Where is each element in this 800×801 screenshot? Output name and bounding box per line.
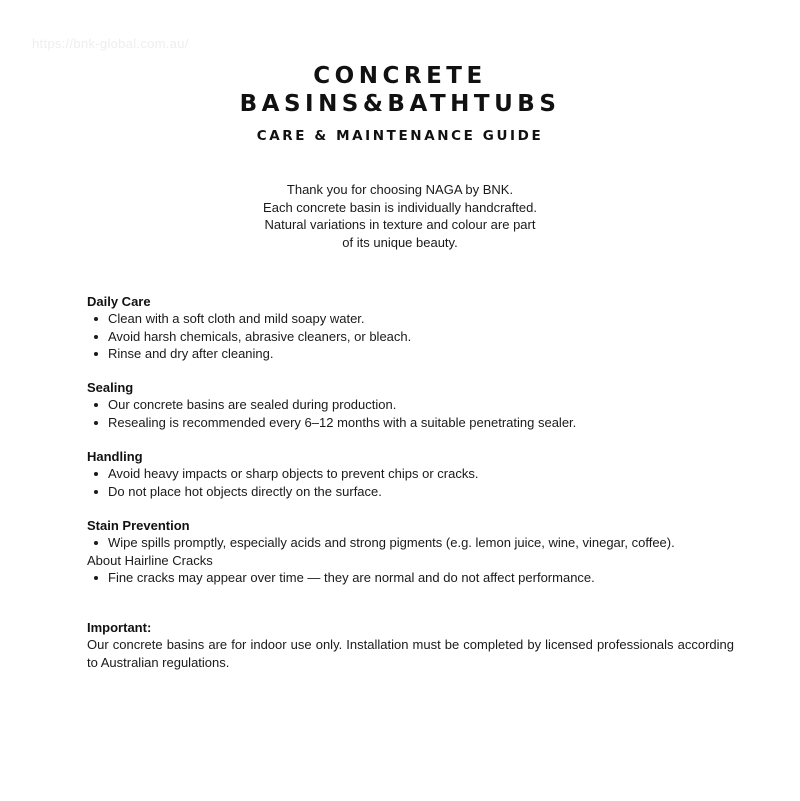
list-item: Avoid harsh chemicals, abrasive cleaners, or bleach.	[87, 328, 734, 345]
bullet-list	[87, 310, 734, 362]
watermark-url: https://bnk-global.com.au/	[32, 36, 189, 51]
section-sealing	[87, 379, 734, 431]
list-item: Do not place hot objects directly on the surface.	[87, 483, 734, 500]
list-item: Wipe spills promptly, especially acids and strong pigments (e.g. lemon juice, wine, vinegar, coffee).	[87, 534, 734, 551]
important-notice	[87, 619, 734, 671]
important-text: Our concrete basins are for indoor use only. Installation must be completed by licensed professionals according to Australian regulations.	[87, 637, 734, 670]
bullet-list	[87, 465, 734, 500]
important-heading: Important:	[87, 620, 152, 635]
list-item: Resealing is recommended every 6–12 months with a suitable penetrating sealer.	[87, 414, 734, 431]
page-title-line-1: CONCRETE	[313, 63, 487, 89]
title-block	[0, 62, 800, 144]
bullet-list	[87, 534, 734, 551]
section-stain-prevention	[87, 517, 734, 586]
bullet-list	[87, 396, 734, 431]
section-heading: Stain Prevention	[87, 517, 190, 533]
page-title-line-2: BASINS&BATHTUBS	[239, 91, 561, 117]
list-item: Rinse and dry after cleaning.	[87, 345, 734, 362]
intro-paragraph	[0, 181, 800, 251]
section-daily-care	[87, 293, 734, 362]
intro-line: Natural variations in texture and colour are part	[264, 217, 536, 232]
list-item: Avoid heavy impacts or sharp objects to prevent chips or cracks.	[87, 465, 734, 482]
section-handling	[87, 448, 734, 500]
intro-line: Thank you for choosing NAGA by BNK.	[286, 182, 514, 197]
list-item: Fine cracks may appear over time — they are normal and do not affect performance.	[87, 569, 734, 586]
care-sections	[87, 293, 734, 586]
section-heading: Daily Care	[87, 294, 151, 309]
bullet-list	[87, 569, 734, 586]
page-subtitle: CARE & MAINTENANCE GUIDE	[256, 128, 544, 144]
list-item: Clean with a soft cloth and mild soapy water.	[87, 310, 734, 327]
section-heading-hairline-cracks: About Hairline Cracks	[87, 552, 213, 568]
section-heading: Handling	[87, 449, 143, 465]
intro-line: Each concrete basin is individually handcrafted.	[263, 199, 537, 215]
intro-line: of its unique beauty.	[342, 234, 458, 250]
section-heading: Sealing	[87, 380, 134, 396]
list-item: Our concrete basins are sealed during production.	[87, 396, 734, 413]
